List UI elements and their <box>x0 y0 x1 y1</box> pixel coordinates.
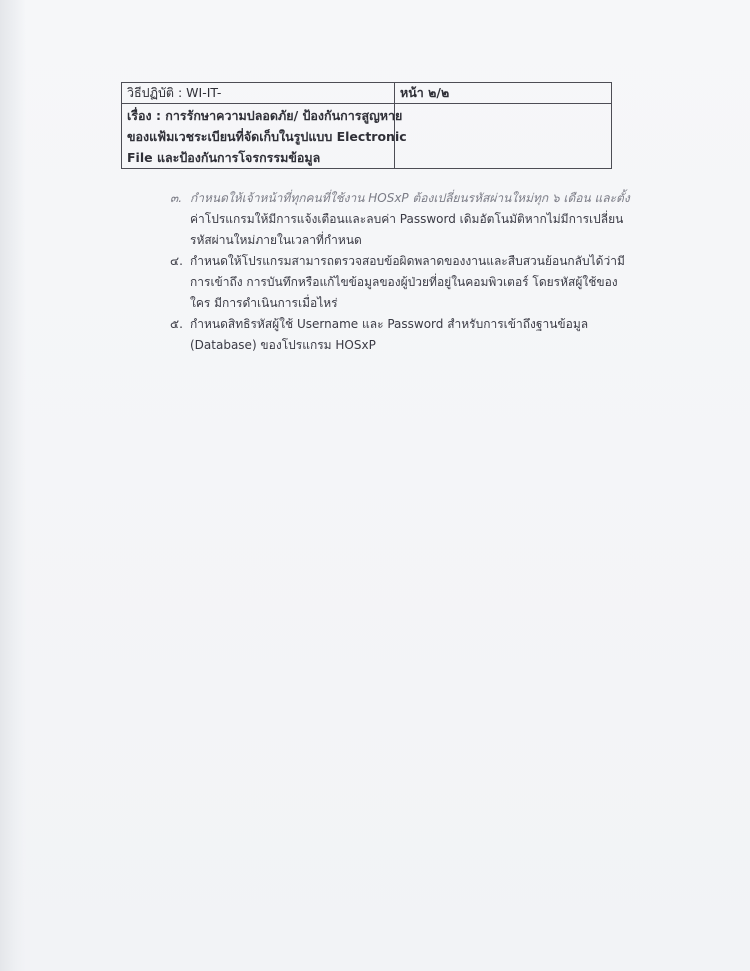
item-number: ๔. <box>170 254 183 268</box>
item-line: (Database) ของโปรแกรม HOSxP <box>190 338 376 352</box>
header-table <box>121 82 612 169</box>
item-line: กำหนดให้เจ้าหน้าที่ทุกคนที่ใช้งาน HOSxP ต้องเปลี่ยนรหัสผ่านใหม่ทุก ๖ เดือน และตั้ง <box>190 191 630 205</box>
item-number: ๓. <box>170 191 183 205</box>
list-item <box>170 251 625 314</box>
item-line: ค่าโปรแกรมให้มีการแจ้งเตือนและลบค่า Password เดิมอัตโนมัติหากไม่มีการเปลี่ยน <box>190 212 624 226</box>
item-line: กำหนดให้โปรแกรมสามารถตรวจสอบข้อผิดพลาดของงานและสืบสวนย้อนกลับได้ว่ามี <box>190 254 625 268</box>
subject-line: ของแฟ้มเวชระเบียนที่จัดเก็บในรูปแบบ Electronic <box>127 129 407 144</box>
page-number: หน้า ๒/๒ <box>400 85 450 100</box>
list-item <box>170 188 630 251</box>
item-line: กำหนดสิทธิรหัสผู้ใช้ Username และ Password สำหรับการเข้าถึงฐานข้อมูล <box>190 317 589 331</box>
list-item <box>170 314 620 356</box>
item-line: รหัสผ่านใหม่ภายในเวลาที่กำหนด <box>190 233 362 247</box>
item-line: การเข้าถึง การบันทึกหรือแก้ไขข้อมูลของผู้ป่วยที่อยู่ในคอมพิวเตอร์ โดยรหัสผู้ใช้ของ <box>190 275 618 289</box>
procedure-list <box>170 188 630 356</box>
scan-edge-shadow <box>0 0 26 971</box>
item-number: ๕. <box>170 317 183 331</box>
subject-line: เรื่อง : การรักษาความปลอดภัย/ ป้องกันการสูญหาย <box>127 108 403 123</box>
subject-line: File และป้องกันการโจรกรรมข้อมูล <box>127 150 321 165</box>
table-divider-vertical <box>394 83 395 168</box>
work-instruction-code: วิธีปฏิบัติ : WI-IT- <box>127 85 222 100</box>
table-divider-horizontal <box>122 103 611 104</box>
item-line: ใคร มีการดำเนินการเมื่อไหร่ <box>190 296 338 310</box>
document-subject <box>127 105 407 168</box>
